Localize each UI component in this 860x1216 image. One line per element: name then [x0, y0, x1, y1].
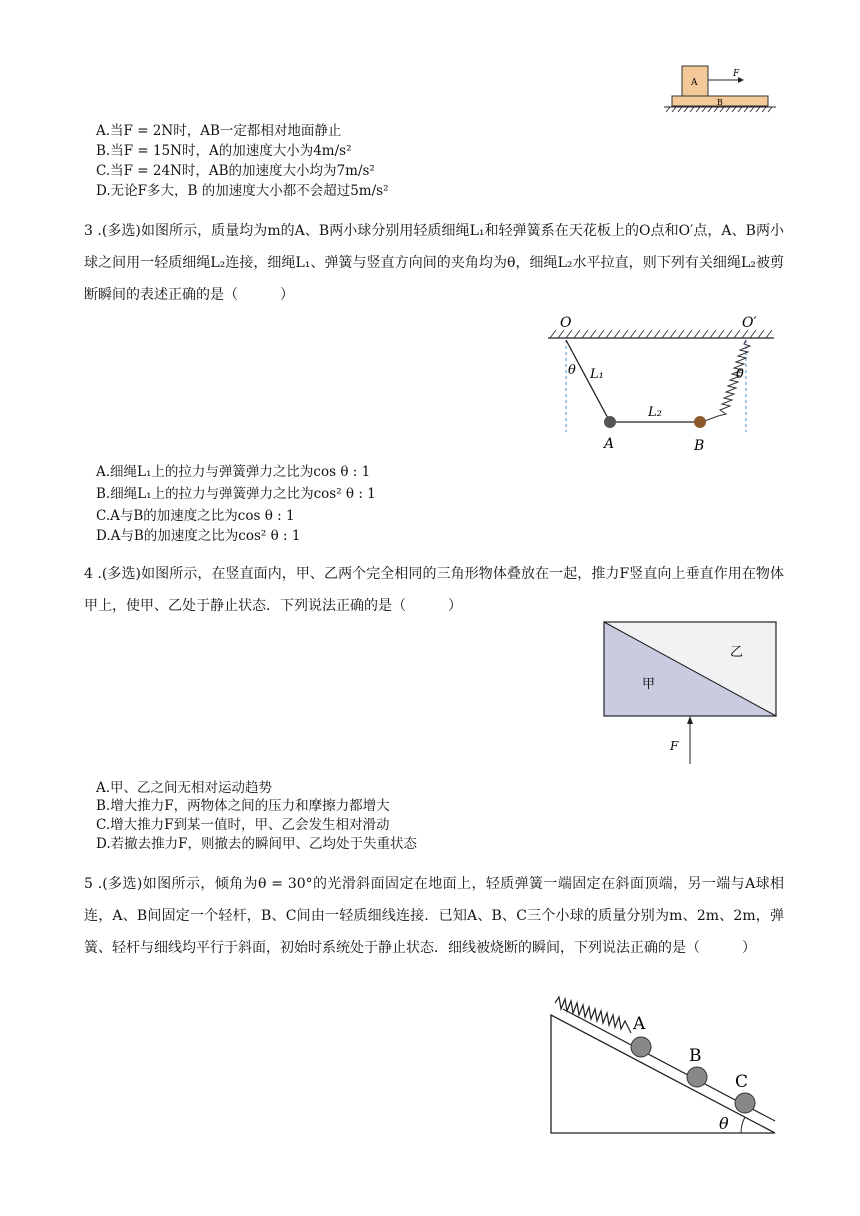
q4-figure	[600, 620, 782, 770]
q5-label-a: A	[633, 1014, 646, 1034]
q4-option-d: D.若撤去推力F，则撤去的瞬间甲、乙均处于失重状态	[96, 836, 418, 852]
q3-theta-right: θ	[736, 367, 744, 382]
q3-theta-left: θ	[568, 363, 576, 378]
q4-force-arrowhead	[687, 716, 693, 724]
force-f-label: F	[733, 69, 740, 79]
q3-label-o: O	[560, 315, 572, 331]
q4-option-c: C.增大推力F到某一值时，甲、乙会发生相对滑动	[96, 817, 390, 833]
block-on-plank-figure	[660, 60, 780, 120]
q3-option-d: D.A与B的加速度之比为cos² θ : 1	[96, 528, 301, 544]
q3-figure	[540, 310, 780, 460]
q3-label-b: B	[694, 438, 705, 454]
q2-option-a: A.当F = 2N时，AB一定都相对地面静止	[96, 123, 342, 139]
q3-ceiling-hatch	[550, 330, 772, 338]
q4-stem: 4 .(多选)如图所示，在竖直面内，甲、乙两个完全相同的三角形物体叠放在一起，推力F竖直向上垂直作用在物体甲上，使甲、乙处于静止状态．下列说法正确的是（ ）	[84, 566, 784, 614]
q5-stem: 5 .(多选)如图所示，倾角为θ = 30°的光滑斜面固定在地面上，轻质弹簧一端固定在斜面顶端，另一端与A球相连，A、B间固定一个轻杆，B、C间由一轻质细线连接．已知A、B、C三个小球的质量分别为m、2m、2m，弹簧、轻杆与细线均平行于斜面，初始时系统处于静止状态．细线被烧断的瞬间，下列说法正确的是（ ）	[84, 876, 784, 956]
q3-figure-svg	[540, 310, 780, 460]
q2-option-d: D.无论F多大，B 的加速度大小都不会超过5m/s²	[96, 183, 389, 199]
q3-label-a: A	[604, 436, 615, 452]
ground-hatch	[666, 107, 772, 112]
q3-label-l2: L₂	[648, 405, 662, 420]
q2-option-c: C.当F = 24N时，AB的加速度大小均为7m/s²	[96, 163, 375, 179]
q5-ball-c	[735, 1093, 755, 1113]
q5-label-c: C	[735, 1072, 749, 1092]
q3-stem: 3 .(多选)如图所示，质量均为m的A、B两小球分别用轻质细绳L₁和轻弹簧系在天花板上的O点和O′点，A、B两小球之间用一轻质细绳L₂连接，细绳L₁、弹簧与竖直方向间的夹角均为θ，细绳L₂水平拉直，则下列有关细绳L₂被剪断瞬间的表述正确的是（ ）	[84, 223, 784, 303]
q4-label-f: F	[670, 739, 679, 753]
q5-theta-label: θ	[719, 1114, 729, 1133]
q3-ball-a	[604, 416, 616, 428]
q3-label-l1: L₁	[590, 367, 604, 382]
q5-label-b: B	[689, 1046, 702, 1066]
q3-option-a: A.细绳L₁上的拉力与弹簧弹力之比为cos θ : 1	[96, 464, 371, 480]
block-plank-svg	[660, 60, 780, 120]
q4-figure-svg	[600, 620, 782, 770]
q3-label-o-prime: O′	[742, 315, 757, 331]
q4-label-yi: 乙	[730, 645, 744, 660]
q3-ball-b	[694, 416, 706, 428]
q5-figure-svg	[545, 985, 785, 1135]
q4-option-b: B.增大推力F，两物体之间的压力和摩擦力都增大	[96, 798, 390, 814]
q3-option-c: C.A与B的加速度之比为cos θ : 1	[96, 508, 295, 524]
q3-option-b: B.细绳L₁上的拉力与弹簧弹力之比为cos² θ : 1	[96, 486, 376, 502]
q5-figure	[545, 985, 785, 1135]
q4-label-jia: 甲	[642, 677, 656, 692]
q5-ball-a	[631, 1037, 651, 1057]
q4-option-a: A.甲、乙之间无相对运动趋势	[96, 780, 273, 796]
q5-ball-b	[687, 1067, 707, 1087]
q2-option-b: B.当F = 15N时，A的加速度大小为4m/s²	[96, 143, 352, 159]
plank-b-label: B	[717, 98, 723, 107]
block-a-label: A	[691, 78, 698, 88]
